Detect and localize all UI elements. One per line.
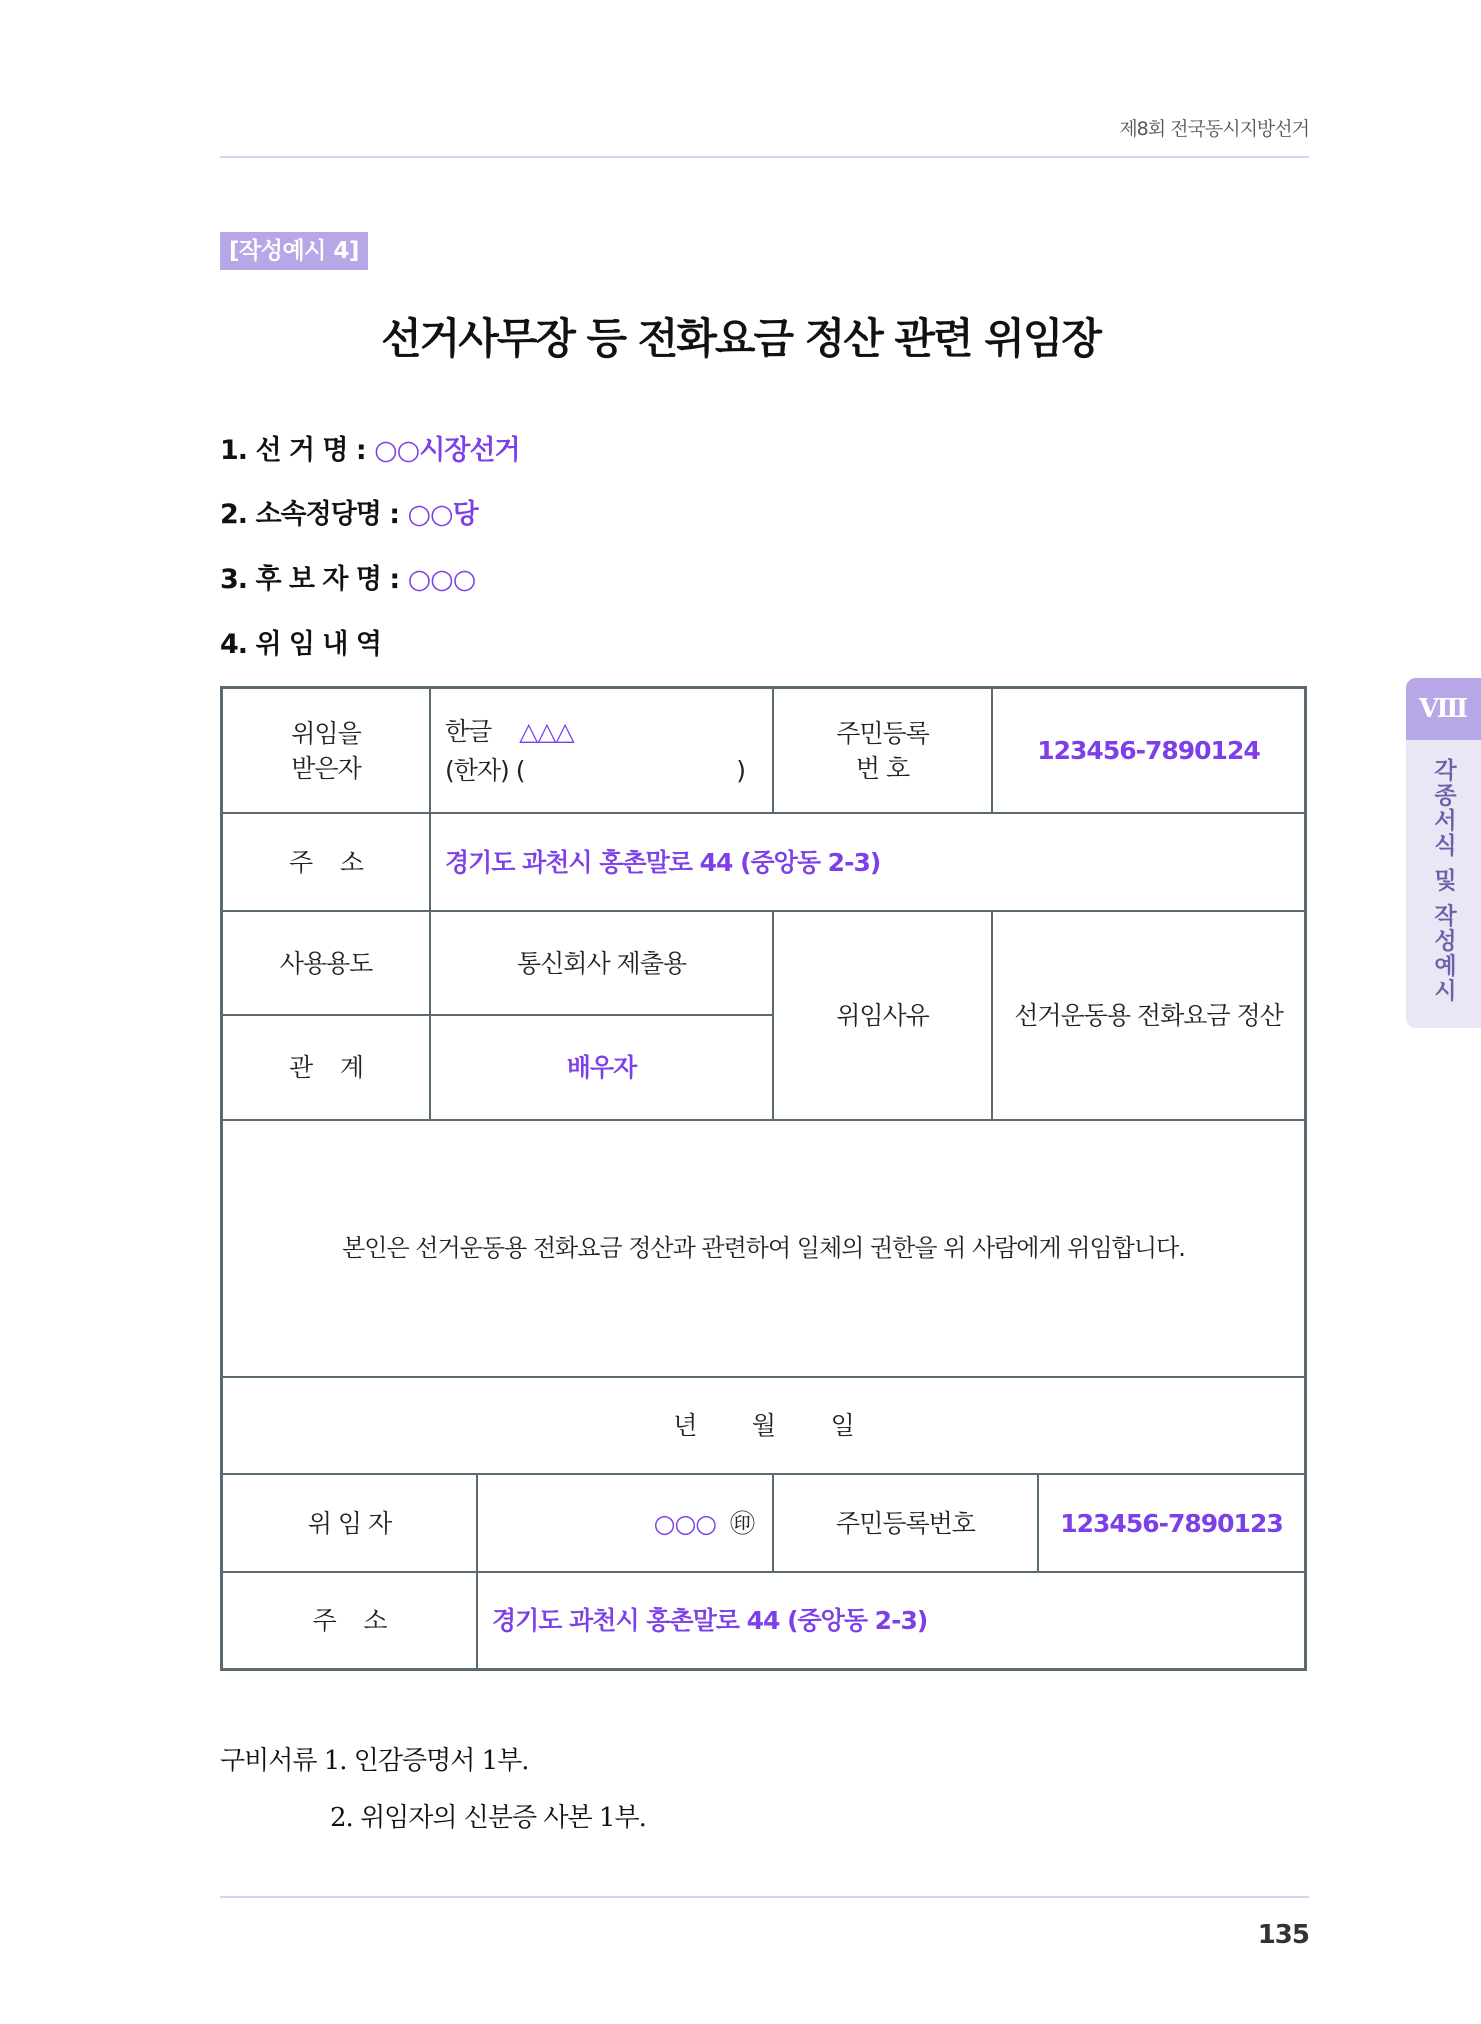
relation-row [223,1016,772,1119]
usage-value: 통신회사 제출용 [429,912,772,1014]
required-document-2: 2. 위임자의 신분증 사본 1부. [330,1803,646,1833]
delegation-statement: 본인은 선거운동용 전화요금 정산과 관련하여 일체의 권한을 위 사람에게 위임합니다. [342,1233,1185,1262]
delegator-label: 위 임 자 [307,1508,392,1538]
election-value: ○○시장선거 [374,435,520,466]
chapter-number: Ⅷ [1406,678,1481,740]
rrn-value: 123456-7890124 [991,689,1304,812]
party-value: ○○당 [407,499,478,530]
party-label: 2. 소속정당명 : [220,499,408,530]
delegation-heading: 4. 위 임 내 역 [220,629,381,660]
delegatee-label: 위임을 받은자 [291,718,361,783]
usage-label: 사용용도 [279,948,373,978]
delegation-table [220,686,1307,1671]
reason-value: 선거운동용 전화요금 정산 [991,912,1304,1119]
address-label: 주 소 [288,847,364,877]
header-divider [220,156,1309,158]
rrn-label: 주민등록 번 호 [772,689,991,812]
party-field [220,492,478,531]
hanja-label: (한자) ( [445,755,525,785]
delegator-rrn-label: 주민등록번호 [772,1475,1037,1571]
delegator-address-value: 경기도 과천시 홍촌말로 44 (중앙동 2-3) [476,1573,1304,1668]
hanja-name [445,753,745,788]
example-badge: [작성예시 4] [220,232,368,270]
election-label: 1. 선 거 명 : [220,435,375,466]
table-row-date [223,1376,1304,1473]
chapter-label: 각종서식 및 작성예시 [1430,758,1456,1004]
hanja-close: ) [736,755,745,785]
candidate-label: 3. 후 보 자 명 : [220,564,408,595]
required-document-1: 구비서류 1. 인감증명서 1부. [220,1746,529,1776]
table-row-delegatee [223,689,1304,812]
table-row-delegator [223,1473,1304,1571]
candidate-value: ○○○ [407,564,476,595]
table-row-statement [223,1119,1304,1376]
election-field [220,428,520,467]
delegator-name-cell [476,1475,772,1571]
table-row-delegator-address [223,1571,1304,1668]
reason-label: 위임사유 [772,912,991,1119]
delegator-value: ○○○ [653,1508,717,1538]
page-number: 135 [1257,1920,1309,1950]
delegator-rrn-value: 123456-7890123 [1037,1475,1304,1571]
hangul-name [445,714,574,749]
hangul-label: 한글 [445,716,492,746]
table-row-usage-relation [223,910,1304,1119]
relation-label: 관 계 [288,1053,364,1082]
address-value: 경기도 과천시 홍촌말로 44 (중앙동 2-3) [429,814,1304,910]
required-documents [220,1740,646,1834]
table-row-address [223,812,1304,910]
footer-divider [220,1896,1309,1898]
candidate-field [220,557,475,596]
delegatee-name-cell [429,689,772,812]
usage-relation-block [223,912,772,1119]
seal-mark: ㊞ [729,1508,754,1538]
relation-value: 배우자 [429,1016,772,1119]
delegator-address-label: 주 소 [312,1606,387,1635]
header-title: 제8회 전국동시지방선거 [1119,118,1309,140]
document-title: 선거사무장 등 전화요금 정산 관련 위임장 [381,314,1100,363]
usage-row [223,912,772,1016]
date-line: 년 월 일 [673,1411,854,1440]
hangul-value: △△△ [519,716,574,746]
chapter-side-tab [1406,678,1481,1028]
